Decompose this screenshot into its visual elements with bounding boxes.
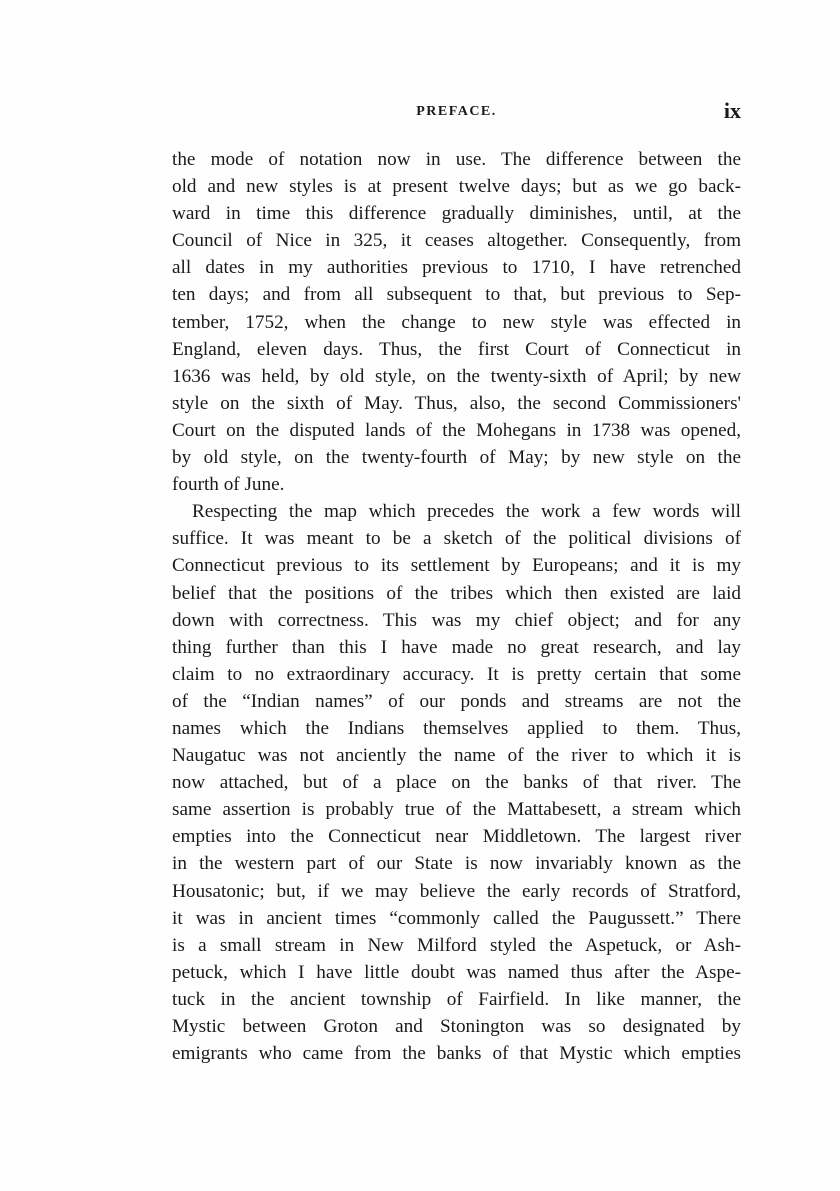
text-line: Respecting the map which precedes the work a few words will <box>192 501 741 523</box>
page-number: ix <box>723 98 741 123</box>
text-line: Council of Nice in 325, it ceases altogether. Consequently, from <box>172 230 741 252</box>
text-line: Connecticut previous to its settlement by Europeans; and it is my <box>172 555 741 577</box>
text-line: the mode of notation now in use. The difference between the <box>172 149 741 170</box>
text-line: down with correctness. This was my chief object; and for any <box>172 609 741 631</box>
text-line: emigrants who came from the banks of that Mystic which empties <box>172 1043 741 1065</box>
text-line: England, eleven days. Thus, the first Court of Connecticut in <box>172 338 741 360</box>
text-line: is a small stream in New Milford styled the Aspetuck, or Ash- <box>172 934 741 956</box>
text-line: empties into the Connecticut near Middletown. The largest river <box>172 826 741 848</box>
text-line: of the “Indian names” of our ponds and streams are not the <box>172 690 741 712</box>
text-line: old and new styles is at present twelve days; but as we go back- <box>172 176 741 198</box>
text-line: ten days; and from all subsequent to that, but previous to Sep- <box>172 284 741 306</box>
text-line: same assertion is probably true of the Mattabesett, a stream which <box>172 799 741 821</box>
text-line: all dates in my authorities previous to 1710, I have retrenched <box>172 257 741 279</box>
text-line: suffice. It was meant to be a sketch of the political divisions of <box>172 528 741 550</box>
running-head: PREFACE. <box>416 104 497 119</box>
text-line: by old style, on the twenty-fourth of May; by new style on the <box>172 447 741 469</box>
paragraph-2 <box>172 498 741 1067</box>
text-line: tuck in the ancient township of Fairfield. In like manner, the <box>172 988 741 1010</box>
text-line: Mystic between Groton and Stonington was so designated by <box>172 1016 741 1037</box>
text-line: claim to no extraordinary accuracy. It is pretty certain that some <box>172 663 741 685</box>
text-line: style on the sixth of May. Thus, also, the second Commissioners' <box>172 392 741 414</box>
text-line: fourth of June. <box>172 474 285 496</box>
text-line: Housatonic; but, if we may believe the early records of Stratford, <box>172 880 741 902</box>
text-line: 1636 was held, by old style, on the twenty-sixth of April; by new <box>172 365 741 387</box>
text-line: now attached, but of a place on the banks of that river. The <box>172 772 741 794</box>
text-line: petuck, which I have little doubt was named thus after the Aspe- <box>172 961 741 983</box>
text-line: Naugatuc was not anciently the name of the river to which it is <box>172 745 741 767</box>
text-line: names which the Indians themselves applied to them. Thus, <box>172 717 741 739</box>
text-line: thing further than this I have made no great research, and lay <box>172 636 741 658</box>
paragraph-1 <box>172 146 741 498</box>
text-line: it was in ancient times “commonly called the Paugussett.” There <box>172 907 741 929</box>
text-line: belief that the positions of the tribes which then existed are laid <box>172 582 741 604</box>
body-text <box>172 146 741 1067</box>
text-line: tember, 1752, when the change to new style was effected in <box>172 311 741 333</box>
page-header <box>172 98 741 132</box>
text-line: in the western part of our State is now invariably known as the <box>172 853 741 875</box>
text-line: ward in time this difference gradually diminishes, until, at the <box>172 203 741 225</box>
text-line: Court on the disputed lands of the Mohegans in 1738 was opened, <box>172 419 741 441</box>
